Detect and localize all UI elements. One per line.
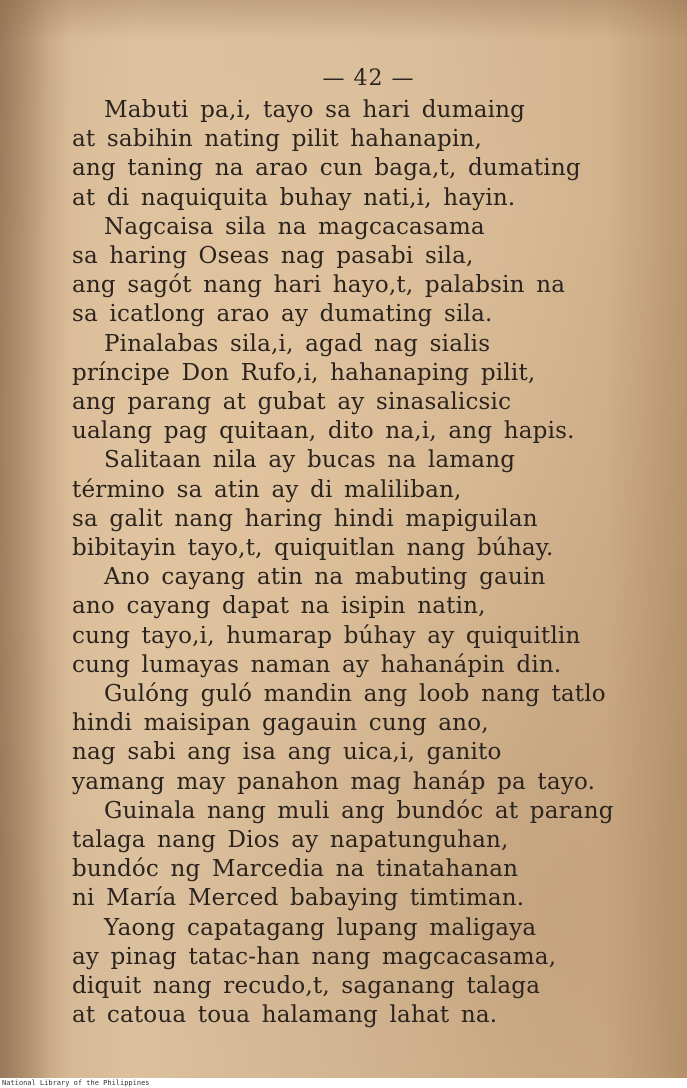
stanza bbox=[72, 914, 672, 1031]
verse-line: ay pinag tatac-han nang magcacasama, bbox=[72, 943, 557, 970]
verse-line: ang sagót nang hari hayo,t, palabsin na bbox=[72, 272, 566, 299]
verse-line: ang taning na arao cun baga,t, dumating bbox=[72, 155, 581, 182]
verse-line: ualang pag quitaan, dito na,i, ang hapis. bbox=[72, 418, 575, 445]
verse-line: nag sabi ang isa ang uica,i, ganito bbox=[72, 739, 502, 766]
verse-line: Mabuti pa,i, tayo sa hari dumaing bbox=[104, 97, 526, 123]
poem-text bbox=[72, 96, 672, 1031]
verse-line: sa haring Oseas nag pasabi sila, bbox=[72, 243, 474, 270]
verse-line: at catoua toua halamang lahat na. bbox=[72, 1002, 498, 1029]
verse-line: ano cayang dapat na isipin natin, bbox=[72, 593, 486, 620]
verse-line: sa icatlong arao ay dumating sila. bbox=[72, 301, 493, 328]
verse-line: Ano cayang atin na mabuting gauin bbox=[104, 564, 546, 591]
stanza bbox=[72, 563, 672, 680]
verse-line: Salitaan nila ay bucas na lamang bbox=[104, 447, 516, 474]
stanza bbox=[72, 797, 672, 914]
verse-line: bundóc ng Marcedia na tinatahanan bbox=[72, 856, 519, 883]
verse-line: ang parang at gubat ay sinasalicsic bbox=[72, 389, 512, 416]
verse-line: at sabihin nating pilit hahanapin, bbox=[72, 126, 483, 153]
page-number: — 42 — bbox=[322, 66, 415, 91]
verse-line: Pinalabas sila,i, agad nag sialis bbox=[104, 330, 491, 357]
verse-line: hindi maisipan gagauin cung ano, bbox=[72, 710, 489, 737]
stanza bbox=[72, 213, 672, 330]
verse-line: sa galit nang haring hindi mapiguilan bbox=[72, 505, 538, 532]
verse-line: cung tayo,i, humarap búhay ay quiquitlin bbox=[72, 622, 581, 649]
verse-line: talaga nang Dios ay napatunguhan, bbox=[72, 827, 509, 854]
verse-line: ni María Merced babaying timtiman. bbox=[72, 885, 525, 912]
stanza bbox=[72, 446, 672, 563]
verse-line: diquit nang recudo,t, saganang talaga bbox=[72, 973, 541, 1000]
library-credit: National Library of the Philippines bbox=[2, 1079, 150, 1087]
verse-line: término sa atin ay di maliliban, bbox=[72, 476, 462, 503]
verse-line: Yaong capatagang lupang maligaya bbox=[104, 914, 537, 941]
stanza bbox=[72, 330, 672, 447]
verse-line: Guinala nang muli ang bundóc at parang bbox=[104, 797, 614, 824]
stanza bbox=[72, 680, 672, 797]
verse-line: Gulóng guló mandin ang loob nang tatlo bbox=[104, 681, 606, 708]
verse-line: at di naquiquita buhay nati,i, hayin. bbox=[72, 184, 516, 211]
verse-line: cung lumayas naman ay hahanápin din. bbox=[72, 651, 562, 678]
verse-line: yamang may panahon mag hanáp pa tayo. bbox=[72, 768, 596, 795]
verse-line: bibitayin tayo,t, quiquitlan nang búhay. bbox=[72, 535, 554, 562]
verse-line: Nagcaisa sila na magcacasama bbox=[104, 213, 485, 240]
stanza bbox=[72, 96, 672, 213]
verse-line: príncipe Don Rufo,i, hahanaping pilit, bbox=[72, 359, 536, 386]
